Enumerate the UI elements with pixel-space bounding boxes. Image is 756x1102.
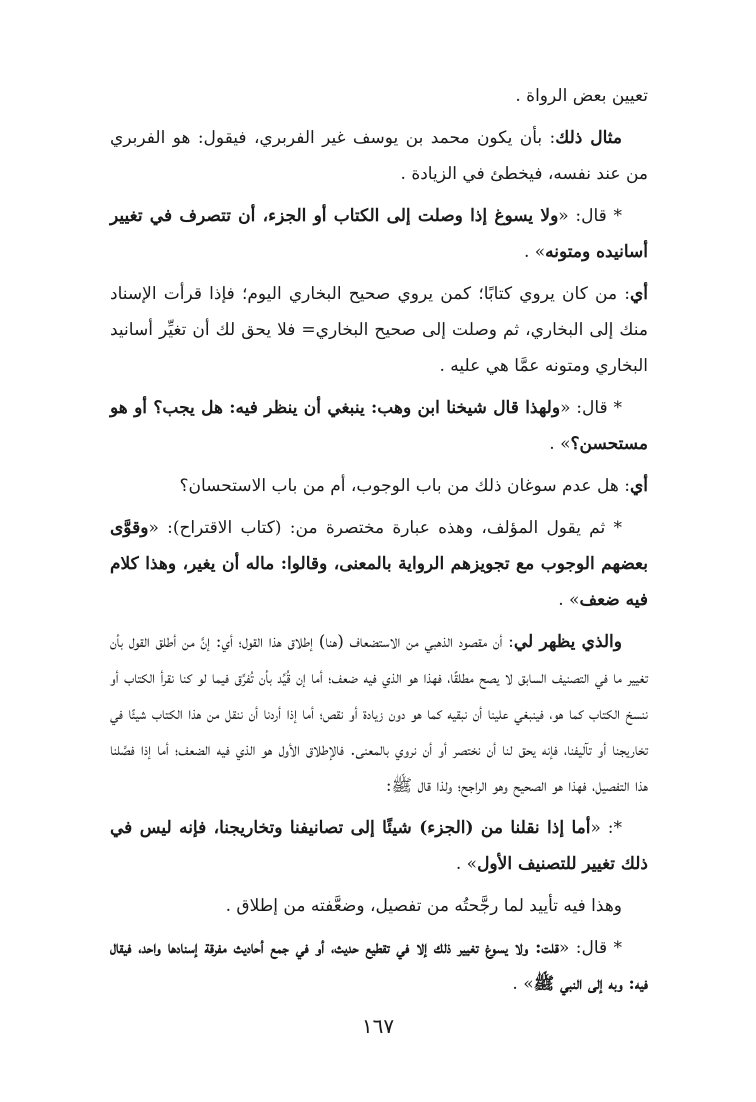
text-run: * قال: « bbox=[558, 206, 622, 226]
paragraph-5 bbox=[110, 390, 648, 462]
text-run: : أن مقصود الذهبي من الاستضعاف (هنا) إطلاق هذا القول؛ أي: إنَّ من أطلق القول بأن تغيير ما في التصنيف السابق لا يصح مطلقًا، فهذا هو الذي فيه ضعف؛ أما إن قُيِّد بأن تُفرِّق فيما لو كنا نقرأ الكتاب أو ننسخ الكتاب كما هو، فينبغي علينا أن نبقيه كما هو دون زيادة أو نقص؛ أما إذا أردنا أن ننقل من هذا الكتاب شيئًا في تخاريجنا أو تآليفنا، فإنه يحق لنا أن نختصر أو أن نروي بالمعنى. فالإطلاق الأول هو الذي فيه الضعف؛ أما إذا فصَّلنا هذا التفصيل، فهذا هو الصحيح وهو الراجح؛ ولذا قال ﷺ: bbox=[110, 632, 648, 796]
paragraph-10 bbox=[110, 888, 648, 924]
text-run: ولهذا قال شيخنا ابن وهب: ينبغي أن ينظر فيه: هل يجب؟ أو هو مستحسن؟ bbox=[110, 398, 648, 454]
paragraph-7 bbox=[110, 510, 648, 618]
paragraph-9 bbox=[110, 810, 648, 882]
text-run: : بأن يكون محمد بن يوسف غير الفربري، فيقول: هو الفربري من عند نفسه، فيخطئ في الزيادة . bbox=[110, 128, 648, 184]
paragraph-1 bbox=[110, 78, 648, 114]
text-run: مثال ذلك bbox=[555, 128, 623, 148]
text-run: *: « bbox=[590, 818, 622, 838]
text-run: » . bbox=[523, 242, 546, 262]
text-run: وقوَّى بعضهم الوجوب مع تجويزهم الرواية بالمعنى، وقالوا: ماله أن يغير، وهذا كلام فيه ضعف bbox=[110, 518, 648, 610]
text-run: أي bbox=[629, 476, 648, 496]
page-number: ١٦٧ bbox=[361, 1014, 395, 1038]
text-run: ولا يسوغ إذا وصلت إلى الكتاب أو الجزء، أن تتصرف في تغيير أسانيده ومتونه bbox=[110, 206, 648, 262]
paragraph-2 bbox=[110, 120, 648, 192]
text-run: » . bbox=[549, 434, 571, 454]
text-run: * قال: « bbox=[558, 938, 622, 958]
paragraph-4 bbox=[110, 276, 648, 384]
text-run: » . bbox=[512, 974, 534, 994]
paragraph-8 bbox=[110, 624, 648, 804]
paragraph-3 bbox=[110, 198, 648, 270]
paragraph-6 bbox=[110, 468, 648, 504]
text-run: قلت: ولا يسوغ تغيير ذلك إلا في تقطيع حديث، أو في جمع أحاديث مفرقة إسنادها واحد، فيقال فيه: وبه إلى النبي ﷺ bbox=[110, 938, 648, 994]
text-run: * ثم يقول المؤلف، وهذه عبارة مختصرة من: (كتاب الاقتراح): « bbox=[148, 518, 622, 538]
text-run: » . bbox=[455, 854, 478, 874]
text-run: * قال: « bbox=[560, 398, 623, 418]
text-run: والذي يظهر لي bbox=[513, 632, 622, 652]
text-run: : هل عدم سوغان ذلك من باب الوجوب، أم من باب الاستحسان؟ bbox=[179, 476, 630, 496]
text-run: تعيين بعض الرواة . bbox=[515, 86, 648, 106]
text-run: أما إذا نقلنا من (الجزء) شيئًا إلى تصانيفنا وتخاريجنا، فإنه ليس في ذلك تغيير للتصنيف الأول bbox=[110, 818, 648, 874]
text-run: أي bbox=[629, 284, 648, 304]
text-run: : من كان يروي كتابًا؛ كمن يروي صحيح البخاري اليوم؛ فإذا قرأت الإسناد منك إلى البخاري، ثم وصلت إلى صحيح البخاري= فلا يحق لك أن تغيِّر أسانيد البخاري ومتونه عمَّا هي عليه . bbox=[110, 284, 648, 376]
text-run: وهذا فيه تأييد لما رجَّحتُه من تفصيل، وضعَّفته من إطلاق . bbox=[225, 896, 622, 916]
text-run: » . bbox=[558, 590, 580, 610]
paragraph-11 bbox=[110, 930, 648, 1002]
page-body bbox=[110, 78, 648, 1008]
